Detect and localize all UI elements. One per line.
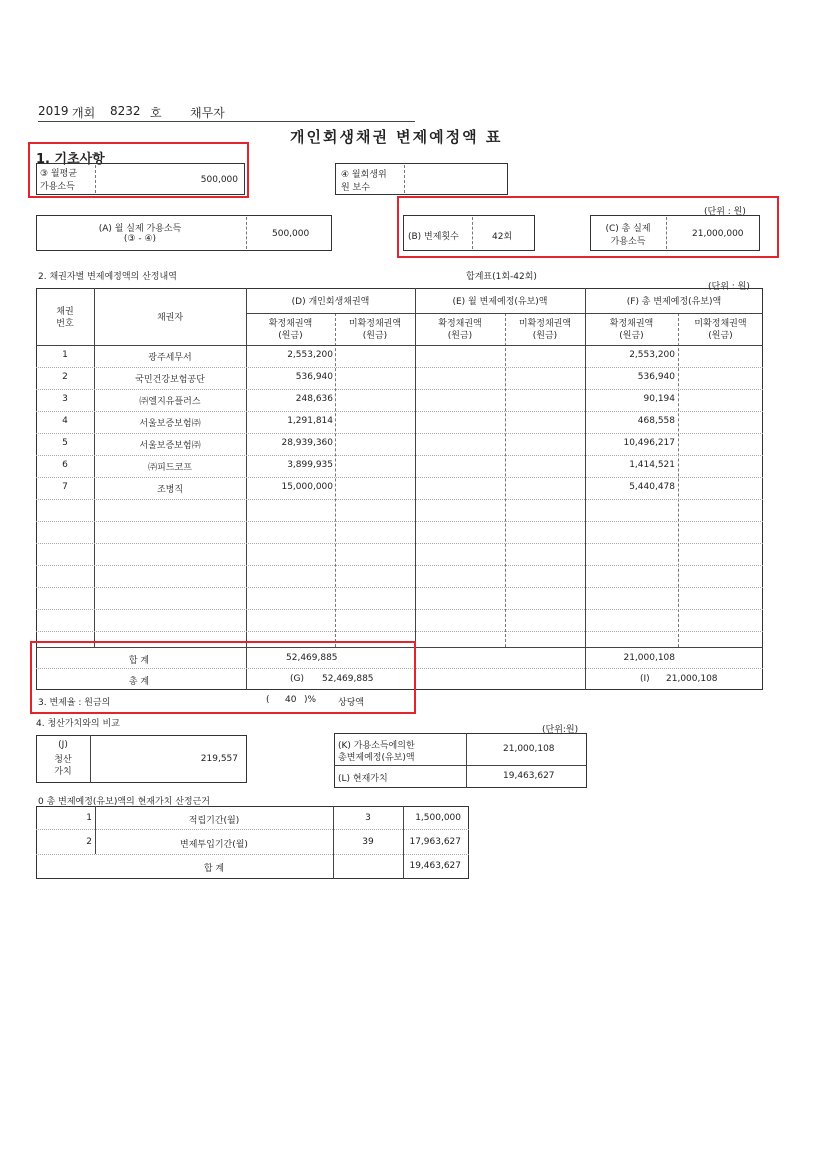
row-f-confirmed: 5,440,478 [629, 482, 675, 492]
row-no: 4 [62, 416, 68, 426]
col-F-unconfirmed-2: (원금) [708, 331, 733, 341]
highlight-totals [30, 641, 416, 714]
total-i-label: (I) [640, 674, 650, 684]
header-underline [38, 121, 415, 122]
case-kind: 개회 [72, 106, 96, 120]
rate-prefix: 3. 변제율 : 원금의 [38, 698, 111, 708]
col-F-confirmed-2: (원금) [619, 331, 644, 341]
row-f-confirmed: 2,553,200 [629, 350, 675, 360]
row-no: 5 [62, 438, 68, 448]
B-value: 42회 [492, 232, 513, 242]
A-value: 500,000 [272, 229, 310, 239]
pv-row-label: 적립기간(월) [188, 816, 240, 826]
table-unit: (단위 : 원) [708, 282, 750, 292]
section1-title: 1. 기초사항 [36, 152, 105, 167]
row-no: 6 [62, 460, 68, 470]
col-E: (E) 월 변제예정(유보)액 [452, 297, 548, 307]
rate-open: ( [266, 695, 270, 705]
J-label-3: 가치 [54, 767, 72, 777]
col-D-confirmed-1: 확정채권액 [268, 319, 313, 329]
sum-label: 합 계 [128, 656, 150, 666]
row-d-confirmed: 28,939,360 [281, 438, 333, 448]
row-f-confirmed: 1,414,521 [629, 460, 675, 470]
row-creditor: ㈜엘지유플러스 [139, 397, 201, 407]
pv-row-label: 변제투입기간(월) [180, 840, 248, 850]
row-f-confirmed: 536,940 [637, 372, 675, 382]
total-label: 총 계 [128, 677, 150, 687]
monthly-income-label-1: ③ 월평균 [40, 169, 78, 179]
K-label-1: (K) 가용소득에의한 [338, 741, 415, 751]
table-caption: 합계표(1회-42회) [466, 272, 537, 282]
col-E-unconfirmed-2: (원금) [532, 331, 558, 341]
row-creditor: 서울보증보험㈜ [139, 419, 201, 429]
col-no-1: 채권 [56, 307, 74, 317]
col-E-confirmed-2: (원금) [447, 331, 473, 341]
pv-row-no: 1 [86, 813, 92, 823]
pv-sum-label: 합 계 [203, 864, 225, 874]
row-d-confirmed: 1,291,814 [287, 416, 333, 426]
row-d-confirmed: 2,553,200 [287, 350, 333, 360]
col-E-unconfirmed-1: 미확정채권액 [518, 319, 572, 329]
row-no: 3 [62, 394, 68, 404]
section4-title: 4. 청산가치와의 비교 [36, 719, 120, 729]
monthly-income-value: 500,000 [200, 175, 238, 185]
highlight-repayment-info [397, 196, 779, 258]
col-F: (F) 총 변제예정(유보)액 [626, 297, 722, 307]
section2-title: 2. 채권자별 변제예정액의 산정내역 [38, 272, 177, 282]
J-value: 219,557 [200, 754, 238, 764]
case-year: 2019 [38, 104, 69, 118]
col-D-confirmed-2: (원금) [278, 331, 303, 341]
row-f-confirmed: 10,496,217 [623, 438, 675, 448]
row-no: 7 [62, 482, 68, 492]
col-E-confirmed-1: 확정채권액 [438, 319, 482, 329]
row-d-confirmed: 3,899,935 [287, 460, 333, 470]
col-D-unconfirmed-1: 미확정채권액 [348, 319, 402, 329]
row-creditor: 조병직 [156, 485, 184, 495]
col-F-unconfirmed-1: 미확정채권액 [694, 319, 747, 329]
page-title: 개인회생채권 변제예정액 표 [290, 128, 503, 146]
total-g-value: 52,469,885 [322, 674, 374, 684]
debtor-label: 채무자 [190, 106, 225, 120]
row-creditor: 국민건강보험공단 [135, 375, 205, 385]
row-d-confirmed: 15,000,000 [281, 482, 333, 492]
row-creditor: 광주세무서 [148, 353, 192, 363]
pv-row-months: 39 [362, 837, 374, 847]
K-label-2: 총변제예정(유보)액 [338, 753, 415, 763]
monthly-income-label-2: 가용소득 [40, 182, 75, 192]
highlight-basic-info [28, 142, 249, 198]
rate-close: )% [304, 695, 317, 705]
case-number: 8232 [110, 104, 141, 118]
col-D: (D) 개인회생채권액 [291, 297, 370, 307]
col-no-2: 번호 [56, 319, 74, 329]
row-no: 2 [62, 372, 68, 382]
row-d-confirmed: 248,636 [295, 394, 333, 404]
col-creditor: 채권자 [156, 313, 184, 323]
sum-f: 21,000,108 [623, 653, 675, 663]
K-value: 21,000,108 [503, 744, 555, 754]
section4-unit: (단위:원) [542, 725, 579, 735]
L-value: 19,463,627 [503, 771, 555, 781]
row-d-confirmed: 536,940 [295, 372, 333, 382]
col-D-unconfirmed-2: (원금) [362, 331, 388, 341]
total-i-value: 21,000,108 [666, 674, 718, 684]
A-label-1: (A) 월 실제 가용소득 [98, 224, 182, 234]
C-value: 21,000,000 [692, 229, 744, 239]
A-label-2: (③ - ④) [123, 234, 157, 244]
row-creditor: 서울보증보험㈜ [139, 441, 201, 451]
J-label-1: (J) [58, 740, 68, 750]
case-unit: 호 [150, 106, 162, 120]
pv-row-no: 2 [86, 837, 92, 847]
row-f-confirmed: 90,194 [643, 394, 675, 404]
C-label-2: 가용소득 [610, 237, 646, 247]
sum-d: 52,469,885 [286, 653, 338, 663]
row-creditor: ㈜피드코프 [148, 463, 192, 473]
pv-row-amount: 1,500,000 [415, 813, 461, 823]
rate-value: 40 [285, 695, 297, 705]
section5-title: 0 총 변제예정(유보)액의 현재가치 산정근거 [38, 797, 210, 807]
trustee-label-2: 원 보수 [341, 183, 370, 193]
row-no: 1 [62, 350, 68, 360]
col-F-confirmed-1: 확정채권액 [609, 319, 654, 329]
row-f-confirmed: 468,558 [637, 416, 675, 426]
unit-label-top: (단위 : 원) [704, 207, 746, 217]
pv-sum-value: 19,463,627 [409, 861, 461, 871]
J-label-2: 청산 [54, 755, 72, 765]
C-label-1: (C) 총 실제 [605, 224, 651, 234]
pv-row-months: 3 [365, 813, 371, 823]
pv-row-amount: 17,963,627 [409, 837, 461, 847]
L-label: (L) 현재가치 [338, 774, 388, 784]
B-label: (B) 변제횟수 [408, 232, 459, 242]
trustee-label-1: ④ 월회생위 [341, 170, 387, 180]
total-g-label: (G) [290, 674, 304, 684]
rate-suffix: 상당액 [338, 698, 365, 708]
